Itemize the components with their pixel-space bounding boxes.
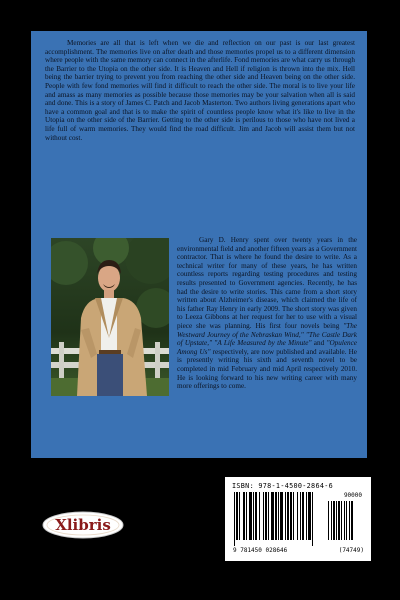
barcode-bar (308, 492, 311, 540)
barcode-addon-bar (351, 501, 353, 540)
barcode-bar (249, 492, 252, 540)
barcode-addon-bar (349, 501, 350, 540)
isbn-label: ISBN: 978-1-4500-2864-6 (232, 482, 334, 490)
barcode-bar (234, 492, 235, 546)
author-bio-block (51, 236, 357, 398)
author-photo (51, 238, 169, 396)
publisher-logo (42, 511, 124, 539)
barcode-addon-bar (331, 501, 332, 540)
barcode-bar (290, 492, 292, 540)
book-title-4: "Opulence Among Us" (177, 339, 357, 356)
barcode-bar (265, 492, 267, 540)
book-title-1: "The Westward Journey of the Nebraskan Wind," (177, 321, 357, 339)
bio-part2: respectively, are now published and available. He is presently writing his sixth and seventh novel to be completed in mid February and mid April respectively 2010. He is looking forward to his new writing career with many more offerings to come. (177, 347, 357, 391)
publisher-logo-text: Xlibris (55, 516, 111, 534)
barcode-bar (236, 492, 238, 540)
book-title-3: "A Life Measured by the Minute" (214, 339, 312, 348)
barcode-bar (306, 492, 307, 540)
barcode-bar (293, 492, 294, 540)
barcode-addon-bar (328, 501, 329, 540)
barcode-bar (300, 492, 301, 540)
barcode-addon-bar (344, 501, 345, 540)
barcode-bar (239, 492, 240, 540)
bio-and: and (311, 339, 327, 348)
barcode-addon-bar (346, 501, 347, 540)
book-title-2: "The Castle Dark of Upstate," (177, 330, 357, 348)
barcode-addon-digits: (74749) (338, 547, 364, 554)
barcode-bars (232, 492, 364, 548)
synopsis-text: Memories are all that is left when we die and reflection on our past is our last greatest accomplishment. The memories live on after death and those memories propel us to a different dimension where people with the same memory can connect in the afterlife. Fond memories are what carry us through the Barrier to the Utopia on the other side. It is Heaven and Hell if religion is thrown into the mix. Hell being the barrier trying to prevent you from reaching the other side and Heaven being on the other side. People with few fond memories will find it difficult to reach the other side. The moral is to live your life and amass as many memories as possible because those memories may be your salvation when all is said and done. This is a story of James C. Patch and Jacob Masterton. Two authors living generations apart who have a common goal and that is to make the spirit of countless people know what it's like to live in the Utopia on the other side of the Barrier. Getting to the other side is perilous to those who have not lived a life full of warm memories. They would find the road difficult. Jim and Jacob will assist them but not without cost. (45, 39, 355, 142)
barcode-bar (271, 492, 274, 540)
barcode-box (225, 477, 371, 561)
barcode-bar (287, 492, 289, 540)
barcode-bar (243, 492, 245, 540)
barcode (232, 492, 364, 554)
barcode-addon-bar (341, 501, 342, 540)
barcode-bar (259, 492, 260, 540)
barcode-addon-bar (338, 501, 340, 540)
barcode-bar (280, 492, 283, 540)
text-panel (31, 31, 367, 458)
barcode-bar (253, 492, 254, 540)
barcode-bar (268, 492, 269, 540)
barcode-bar (285, 492, 286, 540)
barcode-bar (312, 492, 313, 546)
barcode-bar (246, 492, 247, 540)
barcode-addon: 90000 (343, 492, 362, 499)
barcode-bar (275, 492, 277, 540)
barcode-bar (263, 492, 264, 540)
barcode-addon-bar (336, 501, 337, 540)
barcode-bar (278, 492, 279, 540)
barcode-bar (255, 492, 257, 540)
barcode-addon-bar (333, 501, 335, 540)
barcode-digits: 9 781450 028646 (233, 547, 288, 554)
author-photo-image (51, 238, 169, 396)
barcode-bar (297, 492, 298, 540)
bio-part1: Gary D. Henry spent over twenty years in the environmental field and another fifteen years as a Government contractor. That is where he found the desire to write. As a technical writer for many of these years, he has written countless reports regarding testing procedures and testing results presented to Government agencies. Recently, he has had the desire to write stories. This came from a short story written about Alzheimer's disease, which claimed the life of his father Ray Henry in early 2009. The short story was given to Leeza Gibbons at her request for her to use with a visual piece she was planning. His first four novels being (177, 236, 358, 330)
barcode-bar (302, 492, 304, 540)
